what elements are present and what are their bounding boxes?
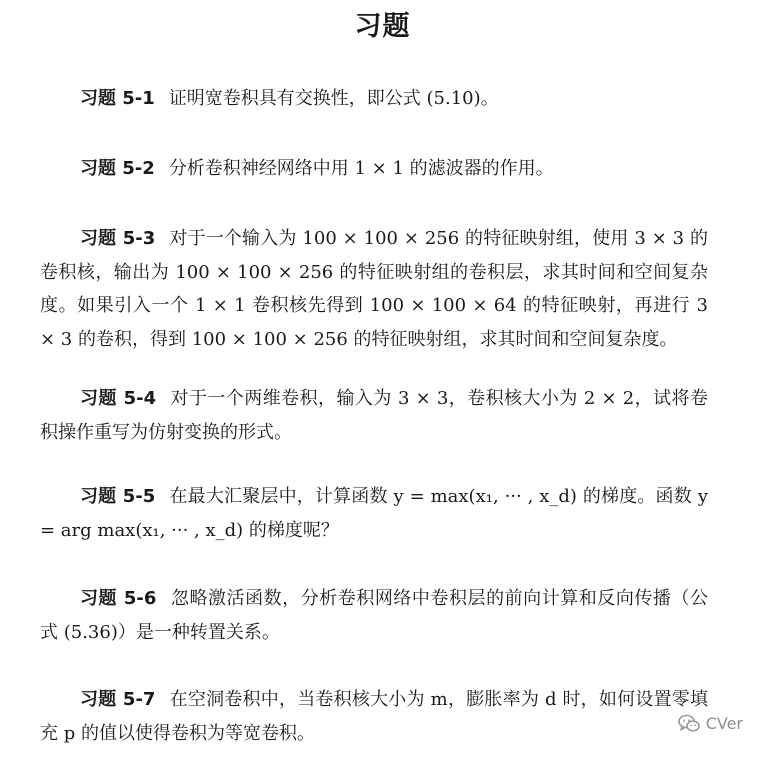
exercise-text: 忽略激活函数，分析卷积网络中卷积层的前向计算和反向传播（公式 (5.36)）是一种转置关系。 — [40, 588, 708, 643]
exercise-text: 对于一个输入为 100 × 100 × 256 的特征映射组，使用 3 × 3 的卷积核，输出为 100 × 100 × 256 的特征映射组的卷积层，求其时间和空间复杂度。如果引入一个 1 × 1 卷积核先得到 100 × 100 × 64 的特征映射，再进行 3 × 3 的卷积，得到 100 × 100 × 256 的特征映射组，求其时间和空间复杂度。 — [40, 228, 708, 350]
watermark-text: CVer — [705, 714, 743, 733]
exercise-label: 习题 5-5 — [80, 486, 156, 507]
exercise-5-2 — [40, 152, 708, 186]
exercise-label: 习题 5-6 — [80, 588, 157, 609]
exercise-label: 习题 5-2 — [80, 158, 155, 179]
exercise-5-5 — [40, 480, 708, 547]
exercise-5-6 — [40, 582, 708, 649]
exercise-text: 证明宽卷积具有交换性，即公式 (5.10)。 — [168, 88, 499, 109]
exercise-text: 分析卷积神经网络中用 1 × 1 的滤波器的作用。 — [168, 158, 554, 179]
exercise-5-3 — [40, 222, 708, 356]
wechat-icon — [678, 714, 700, 733]
exercise-text: 在空洞卷积中，当卷积核大小为 m，膨胀率为 d 时，如何设置零填充 p 的值以使得卷积为等宽卷积。 — [40, 689, 708, 744]
page-title: 习题 — [354, 11, 411, 42]
exercise-5-7 — [40, 683, 708, 750]
exercise-text: 对于一个两维卷积，输入为 3 × 3，卷积核大小为 2 × 2，试将卷积操作重写为仿射变换的形式。 — [40, 388, 708, 443]
exercise-label: 习题 5-4 — [80, 388, 157, 409]
exercise-5-1 — [40, 82, 708, 116]
exercise-5-4 — [40, 382, 708, 449]
exercise-label: 习题 5-7 — [80, 689, 156, 710]
exercise-label: 习题 5-1 — [80, 88, 155, 109]
exercise-text: 在最大汇聚层中，计算函数 y = max(x₁, ··· , x_d) 的梯度。函数 y = arg max(x₁, ··· , x_d) 的梯度呢？ — [40, 486, 708, 541]
watermark — [678, 714, 743, 733]
exercise-label: 习题 5-3 — [80, 228, 156, 249]
